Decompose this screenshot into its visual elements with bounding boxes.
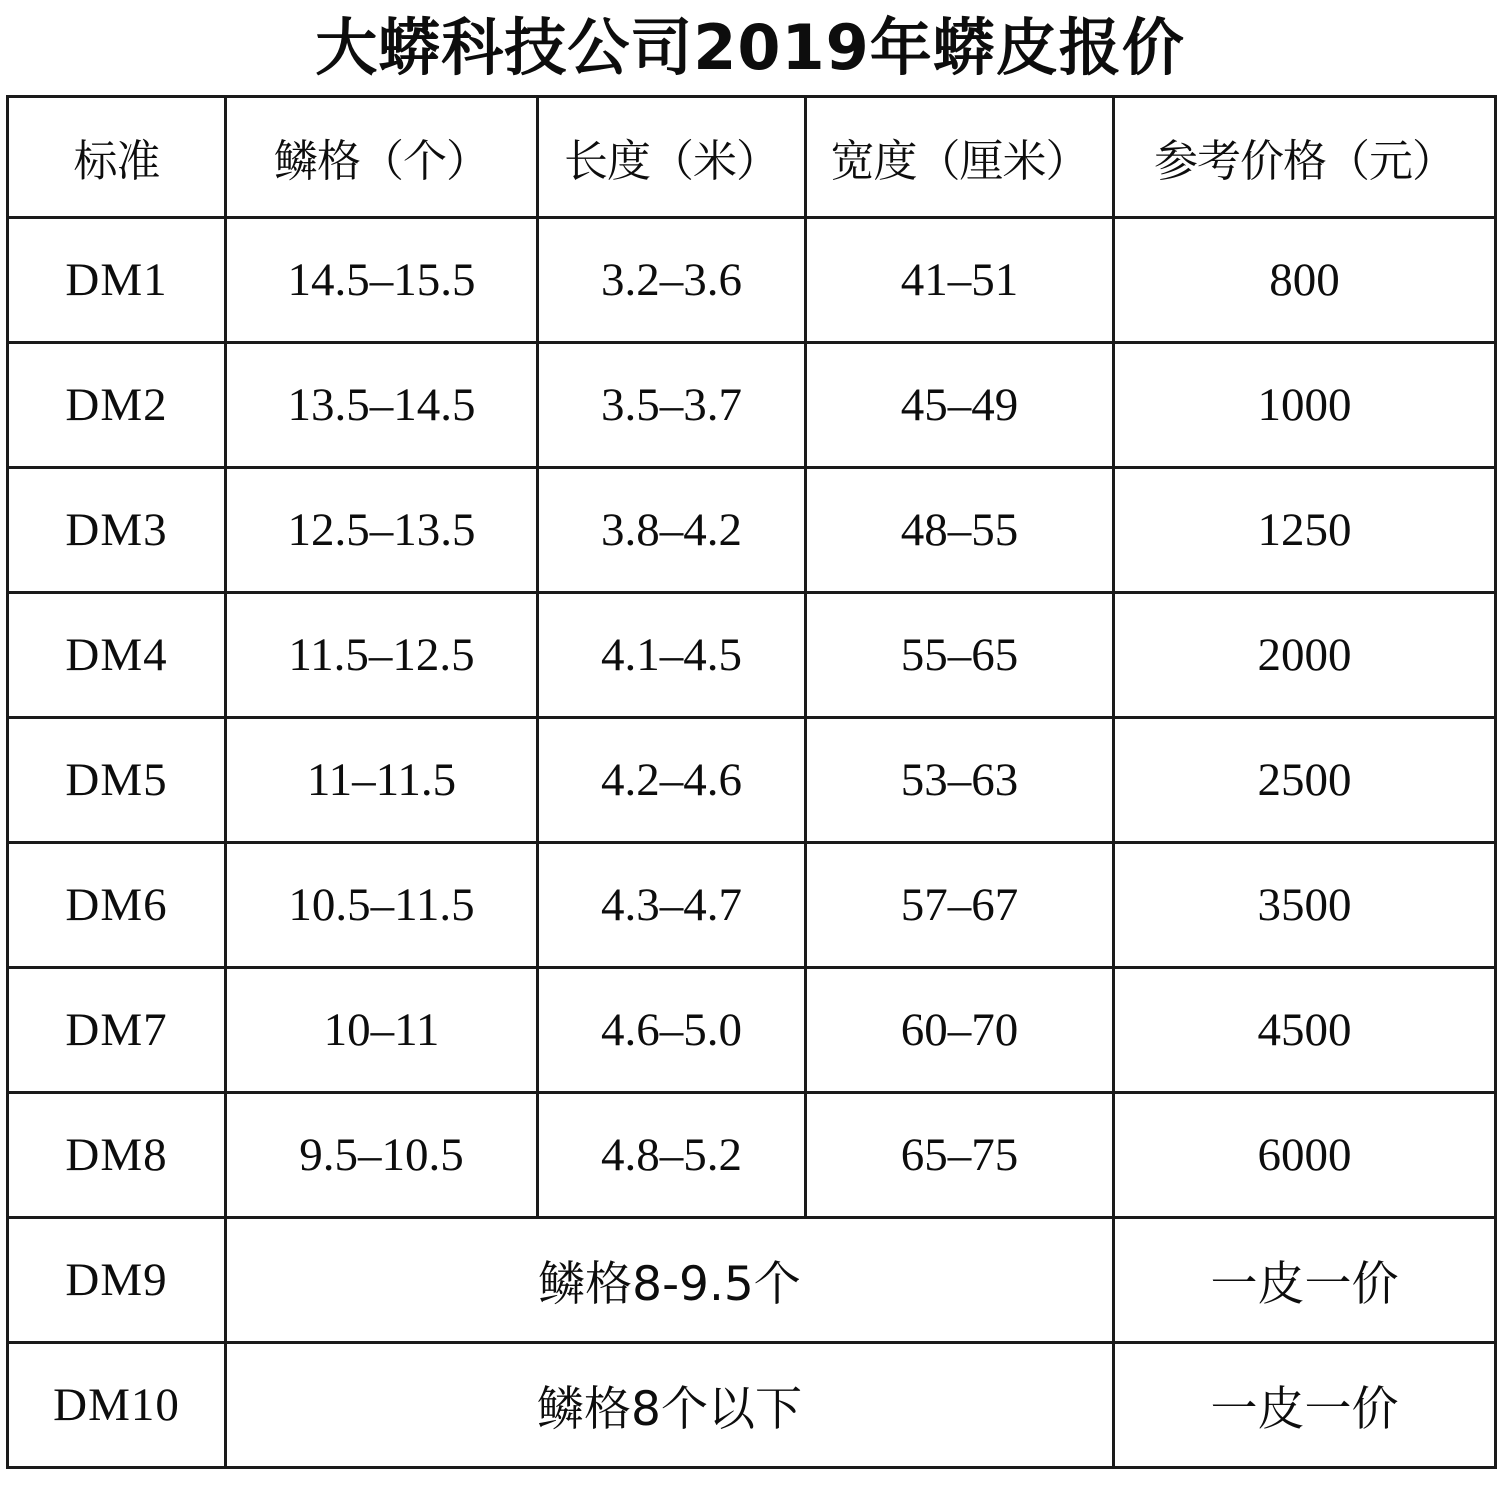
cell-standard: DM3 [8,468,226,593]
cell-standard: DM7 [8,968,226,1093]
cell-price: 6000 [1114,1093,1496,1218]
cell-length: 3.8–4.2 [538,468,806,593]
cell-scales: 10.5–11.5 [226,843,538,968]
cell-standard: DM9 [8,1218,226,1343]
cell-scales: 10–11 [226,968,538,1093]
cell-price: 1250 [1114,468,1496,593]
cell-width: 45–49 [806,343,1114,468]
cell-price: 4500 [1114,968,1496,1093]
cell-standard: DM1 [8,218,226,343]
cell-scales: 11–11.5 [226,718,538,843]
cell-length: 4.3–4.7 [538,843,806,968]
page-title: 大蟒科技公司2019年蟒皮报价 [315,11,1185,84]
column-header-scales: 鳞格（个） [226,97,538,218]
cell-width: 60–70 [806,968,1114,1093]
cell-length: 3.5–3.7 [538,343,806,468]
cell-price: 2500 [1114,718,1496,843]
cell-description: 鳞格8个以下 [226,1343,1114,1468]
cell-price: 2000 [1114,593,1496,718]
cell-width: 65–75 [806,1093,1114,1218]
column-header-width: 宽度（厘米） [806,97,1114,218]
cell-standard: DM4 [8,593,226,718]
table-row [8,718,1496,843]
cell-length: 4.8–5.2 [538,1093,806,1218]
table-body [8,218,1496,1468]
table-header [8,97,1496,218]
column-header-price: 参考价格（元） [1114,97,1496,218]
cell-width: 57–67 [806,843,1114,968]
cell-width: 48–55 [806,468,1114,593]
cell-length: 3.2–3.6 [538,218,806,343]
table-row [8,968,1496,1093]
cell-length: 4.2–4.6 [538,718,806,843]
cell-price: 一皮一价 [1114,1343,1496,1468]
cell-scales: 12.5–13.5 [226,468,538,593]
table-row [8,218,1496,343]
table-row [8,468,1496,593]
cell-description: 鳞格8-9.5个 [226,1218,1114,1343]
cell-scales: 9.5–10.5 [226,1093,538,1218]
cell-scales: 14.5–15.5 [226,218,538,343]
table-row [8,343,1496,468]
cell-price: 3500 [1114,843,1496,968]
cell-width: 53–63 [806,718,1114,843]
price-table [6,95,1497,1469]
cell-price: 1000 [1114,343,1496,468]
cell-price: 一皮一价 [1114,1218,1496,1343]
column-header-standard: 标准 [8,97,226,218]
cell-scales: 13.5–14.5 [226,343,538,468]
cell-standard: DM8 [8,1093,226,1218]
table-row [8,593,1496,718]
cell-width: 41–51 [806,218,1114,343]
cell-standard: DM2 [8,343,226,468]
cell-scales: 11.5–12.5 [226,593,538,718]
cell-length: 4.1–4.5 [538,593,806,718]
cell-standard: DM6 [8,843,226,968]
cell-standard: DM5 [8,718,226,843]
table-row [8,1093,1496,1218]
table-row [8,1343,1496,1468]
cell-standard: DM10 [8,1343,226,1468]
table-row [8,1218,1496,1343]
column-header-length: 长度（米） [538,97,806,218]
cell-price: 800 [1114,218,1496,343]
table-header-row [8,97,1496,218]
table-row [8,843,1496,968]
table-container [0,95,1500,1500]
cell-width: 55–65 [806,593,1114,718]
cell-length: 4.6–5.0 [538,968,806,1093]
